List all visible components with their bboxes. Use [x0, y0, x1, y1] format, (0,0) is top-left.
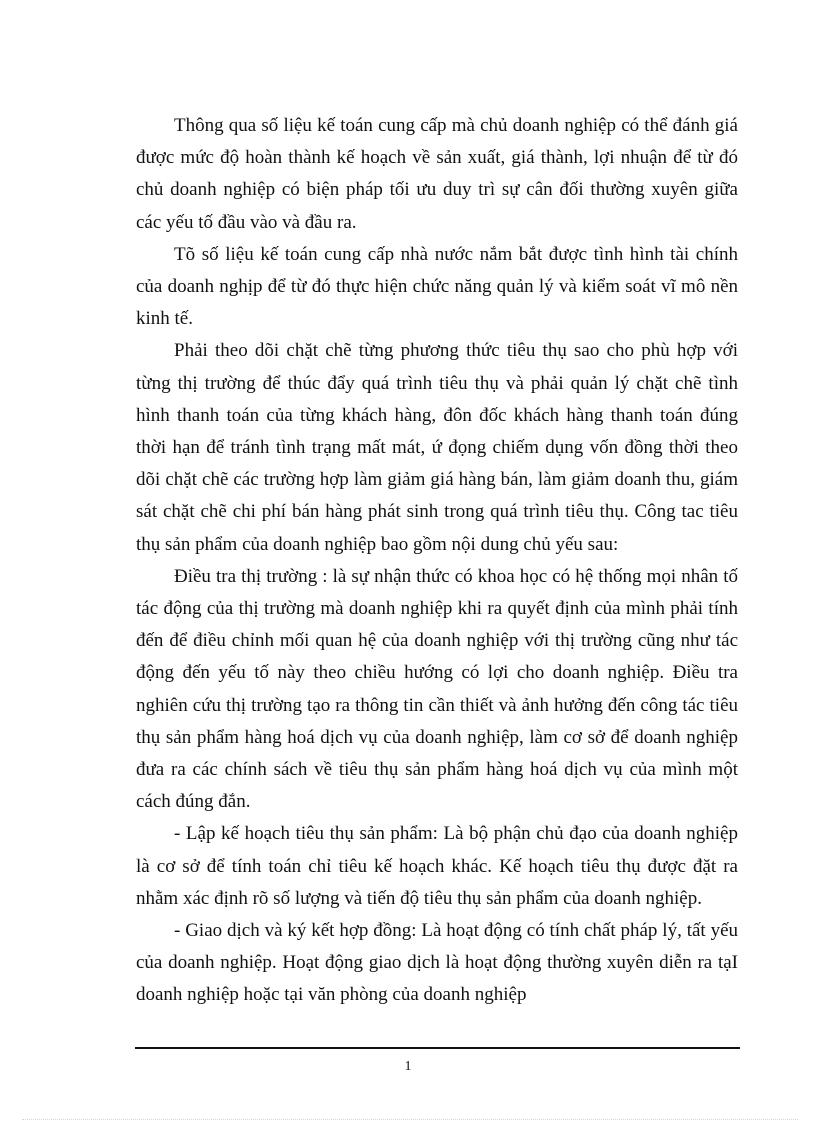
paragraph: - Lập kế hoạch tiêu thụ sản phẩm: Là bộ phận chủ đạo của doanh nghiệp là cơ sở để tính toán chỉ tiêu kế hoạch khác. Kế hoạch tiêu thụ được đặt ra nhằm xác định rõ số lượng và tiến độ tiêu thụ sản phẩm của doanh nghiệp. [136, 823, 738, 909]
footer-divider [135, 1047, 740, 1049]
paragraph: Tõ số liệu kế toán cung cấp nhà nước nắm bắt được tình hình tài chính của doanh nghịp để từ đó thực hiện chức năng quản lý và kiểm soát vĩ mô nền kinh tế. [136, 243, 738, 330]
page-number: 1 [404, 1059, 412, 1074]
paragraph: Phải theo dõi chặt chẽ từng phương thức tiêu thụ sao cho phù hợp với từng thị trường để thúc đẩy quá trình tiêu thụ và phải quản lý chặt chẽ tình hình thanh toán của từng khách hàng, đôn đốc khách hàng thanh toán đúng thời hạn để tránh tình trạng mất mát, ứ đọng chiếm dụng vốn đồng thời theo dõi chặt chẽ các trường hợp làm giảm giá hàng bán, làm giảm doanh thu, giám sát chặt chẽ chi phí bán hàng phát sinh trong quá trình tiêu thụ. Công tac tiêu thụ sản phẩm của doanh nghiệp bao gồm nội dung chủ yếu sau: [136, 340, 738, 555]
paragraph: - Giao dịch và ký kết hợp đồng: Là hoạt động có tính chất pháp lý, tất yếu của doanh nghiệp. Hoạt động giao dịch là hoạt động thường xuyên diễn ra tạI doanh nghiệp hoặc tại văn phòng của doanh nghiệp [136, 920, 738, 1006]
page-edge-marker [22, 1119, 798, 1120]
document-body [136, 110, 738, 1012]
paragraph: Thông qua số liệu kế toán cung cấp mà chủ doanh nghiệp có thể đánh giá được mức độ hoàn thành kế hoạch về sản xuất, giá thành, lợi nhuận để từ đó chủ doanh nghiệp có biện pháp tối ưu duy trì sự cân đối thường xuyên giữa các yếu tố đầu vào và đầu ra. [136, 115, 738, 233]
paragraph: Điều tra thị trường : là sự nhận thức có khoa học có hệ thống mọi nhân tố tác động của thị trường mà doanh nghiệp khi ra quyết định của mình phải tính đến để điều chỉnh mối quan hệ của doanh nghiệp với thị trường cũng như tác động đến yếu tố này theo chiều hướng có lợi cho doanh nghiệp. Điều tra nghiên cứu thị trường tạo ra thông tin cần thiết và ảnh hưởng đến công tác tiêu thụ sản phẩm hàng hoá dịch vụ của doanh nghiệp, làm cơ sở để doanh nghiệp đưa ra các chính sách về tiêu thụ sản phẩm hàng hoá dịch vụ của mình một cách đúng đắn. [136, 565, 738, 813]
